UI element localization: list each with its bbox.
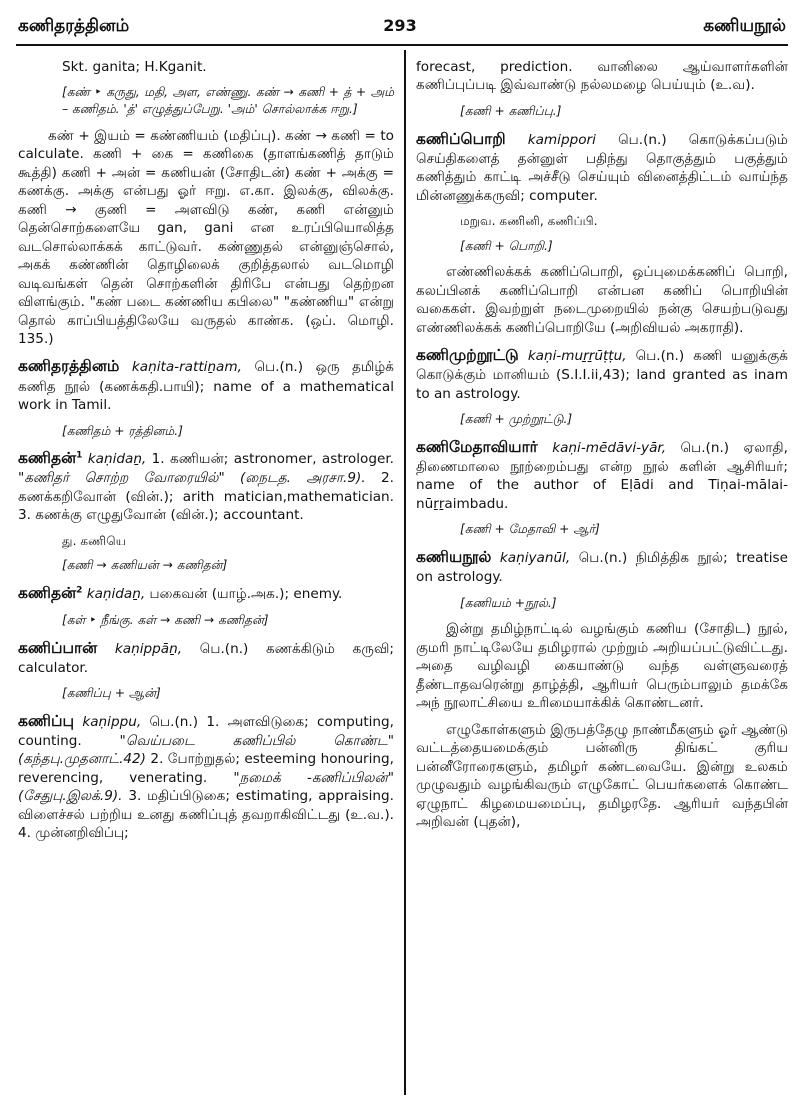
entry-kanimurruttu [416, 345, 788, 403]
continued-definition: forecast, prediction. வானிலை ஆய்வாளர்களின் கணிப்புப்படி இவ்வாண்டு நல்லமழை பெய்யும் (உ.வ). [416, 59, 788, 94]
etymology: [கணி + கணிப்பு.] [460, 103, 562, 118]
definition: 2. கணக்கறிவோன் (வின்.); arith matician,mathematician. 3. கணக்கு எழுதுவோன் (வின்.); accountant. [18, 470, 394, 524]
etymology: [கள் ‣ நீங்கு. கள் → கணி → கணிதன்] [62, 612, 269, 627]
page-number: 293 [383, 16, 417, 35]
paragraph: கண் + இயம் = கண்ணியம் (மதிப்பு). கண் → கணி = to calculate. கணி + கை = கணிகை (தாளங்கணித் தாடும் கூத்தி) கணி + அன் = கணியன் (சோதிடன்) கண் + அக்கு = கணக்கு. அக்கு என்பது ஓர் ஈறு. எ.கா. இலக்கு, விலக்கு. கணி → குணி = அளவிடு கண், கணி என்னும் தென்சொற்களையே gan, gani என உரப்பியொலித்த வடசொல்லாக்கக் காட்டுவர். கண்ணுதல் என்னுஞ்சொல், அகக் கண்ணின் தொழிலைக் குறித்தலால் வடமொழி வடிவங்கள் தென் சொற்களின் திரிபே என்பது தெற்றன விளங்கும். "கண் படை கண்ணிய கபிலை" "கண்ணிய" என்று தொல் காப்பியத்திலேயே வருதல் காண்க. (ஒப். மொழி. 135.) [18, 127, 394, 347]
etymology: [கணி → கணியன் → கணிதன்] [62, 558, 228, 573]
right-column [416, 58, 788, 839]
headword: கணிதன் [18, 583, 77, 602]
entry-kanithan-1 [18, 448, 394, 525]
definition: 3. மதிப்பிடுகை; estimating, appraising. விளைச்சல் பற்றிய உனது கணிப்புத் தவறாகிவிட்டது (உ.வ.). 4. முன்னறிவிப்பு; [18, 788, 394, 842]
transliteration: kaṇi-mēdāvi-yār, [552, 439, 667, 456]
definition: பெ.(n.) கணி யனுக்குக் கொடுக்கும் மானியம் (S.I.I.ii,43); land granted as inam to an astrology. [416, 348, 788, 402]
etymology: [கணி + முற்றூட்டு.] [460, 412, 573, 427]
etymology: [கணி + மேதாவி + ஆர்] [460, 522, 600, 537]
homonym-number: 2 [76, 585, 83, 596]
definition: பெ.(n.) ஒரு தமிழ்க் கணித நூல் (கணக்கதி.பாயி); name of a mathematical work in Tamil. [18, 359, 394, 414]
headword: கணியநூல் [416, 547, 492, 566]
header-left-word: கணிதரத்தினம் [18, 16, 130, 36]
definition: 2. போற்றுதல்; esteeming honouring, reverencing, venerating. [18, 751, 394, 786]
headword: கணிமுற்றூட்டு [416, 346, 519, 365]
homonym-number: 1 [76, 450, 83, 461]
left-column [18, 58, 394, 851]
etymology: [கணிதம் + ரத்தினம்.] [62, 423, 183, 438]
column-divider [404, 50, 406, 1095]
definition: பெ.(n.) கொடுக்கப்படும் செய்திகளைத் தன்னுள் பதிந்து தொகுத்தும் பகுத்தும் கணித்தும் காட்டி அச்சீடு செய்யும் வினைத்திட்டம் வாய்ந்த மின்னணுக்கருவி; computer. [416, 131, 788, 204]
etymology: [கணி + பொறி.] [460, 238, 553, 253]
entry-kanipporRi [416, 129, 788, 206]
synonym-note: மறுவ. கணினி, கணிப்பி. [460, 214, 598, 229]
header-right-word: கணியநூல் [703, 16, 786, 36]
entry-kanippan [18, 638, 394, 678]
transliteration: kaṇippu, [82, 713, 142, 730]
citation: "நமைக் -கணிப்பிலன்" (சேதுபு.இலக்.9). [18, 769, 394, 805]
definition: பெ.(n.) 1. அளவிடுகை; computing, counting. [18, 713, 394, 749]
citation: "வெய்படை கணிப்பில் கொண்ட" (கந்தபு.முதனாட்.42) [18, 732, 394, 768]
etymology: [கணிப்பு + ஆன்] [62, 686, 161, 701]
header-rule [16, 44, 788, 46]
entry-kanitharathinam [18, 356, 394, 414]
entry-kaniyanul [416, 547, 788, 587]
definition: பெ.(n.) நிமித்திக நூல்; treatise on astrology. [416, 549, 788, 586]
etymology: [கணியம் +நூல்.] [460, 595, 557, 610]
paragraph: இன்று தமிழ்நாட்டில் வழங்கும் கணிய (சோதிட) நூல், குமரி நாட்டிலேயே தமிழரால் முற்றும் அறியப்பட்டுவிட்டது. அதை வழிவழி கையாண்டு வந்த வள்ளுவரைத் தீண்டாதவரென்று தாழ்த்தி, ஆரியர் பெரும்பாலும் தமக்கே அந் நூலாட்சியை உரிமையாக்கிக் கொண்டனர். [416, 621, 788, 712]
transliteration: kaṇidaṉ, [87, 451, 147, 468]
transliteration: kamippori [527, 131, 596, 148]
headword: கணிப்பான் [18, 638, 98, 657]
transliteration: kaṇiyanūl, [499, 549, 571, 566]
transliteration: kaṇi-muṟṟūṭṭu, [527, 348, 627, 365]
definition: பெ.(n.) கணக்கிடும் கருவி; calculator. [18, 640, 395, 676]
definition: பகைவன் (யாழ்.அக.); enemy. [149, 585, 343, 602]
headword: கணிதரத்தினம் [18, 357, 120, 376]
paragraph: எழுகோள்களும் இருபத்தேழு நாண்மீகளும் ஓர் ஆண்டு வட்டத்தையமைக்கும் பன்னிரு திங்கட் குரிய பன்னீரோரைகளும், தமிழர் கண்டவையே. இன்று உலகம் முழுவதும் வழங்கிவரும் எழுகோட் பெயர்களைக் கொண்ட ஏழுநாட் கிழமையமைப்பு, தமிழரதே. ஆரியர் வந்தபின் அறிவன் (புதன்), [416, 721, 789, 830]
definition: 1. கணியன்; astronomer, astrologer. [151, 451, 394, 468]
headword: கணிப்பொறி [416, 129, 506, 148]
paragraph: எண்ணிலக்கக் கணிப்பொறி, ஒப்புமைக்கணிப் பொறி, கலப்பினக் கணிப்பொறி என்பன கணிப் பொறியின் வகைகள். இவற்றுள் நடைமுறையில் நன்கு செயற்படுவது எண்ணிலக்கக் கணிப்பொறியே (அறிவியல் அகராதி). [416, 264, 788, 336]
sanskrit-cognate: Skt. ganita; H.Kganit. [62, 59, 207, 75]
headword: கணிப்பு [18, 711, 75, 730]
etymology: [கண் ‣ கருது, மதி, அள, எண்ணு. கண் → கணி + த் + அம் – கணிதம். 'த்' எழுத்துப்பேறு. 'அம்' சொல்லாக்க ஈறு.] [62, 85, 394, 117]
definition: பெ.(n.) ஏலாதி, திணைமாலை நூற்றைம்பது என்ற நூல் களின் ஆசிரியர்; name of the author of Eḷādi and Tiṇai-mālai-nūṟṟaimbadu. [416, 439, 788, 512]
cognate-note: து. கணியெ [62, 533, 127, 548]
transliteration: kaṇidaṉ, [86, 585, 146, 602]
headword: கணிதன் [18, 449, 77, 468]
entry-kanithan-2 [18, 583, 394, 604]
transliteration: kaṇippāṉ, [114, 640, 183, 657]
entry-kanimedaviyar [416, 437, 788, 514]
citation: "கணிதர் சொற்ற வோரையில்" (நைடத. அரசா.9). [18, 470, 366, 487]
headword: கணிமேதாவியார் [416, 437, 538, 456]
entry-kanippu [18, 711, 394, 843]
transliteration: kaṇita-rattiṉam, [131, 359, 242, 376]
